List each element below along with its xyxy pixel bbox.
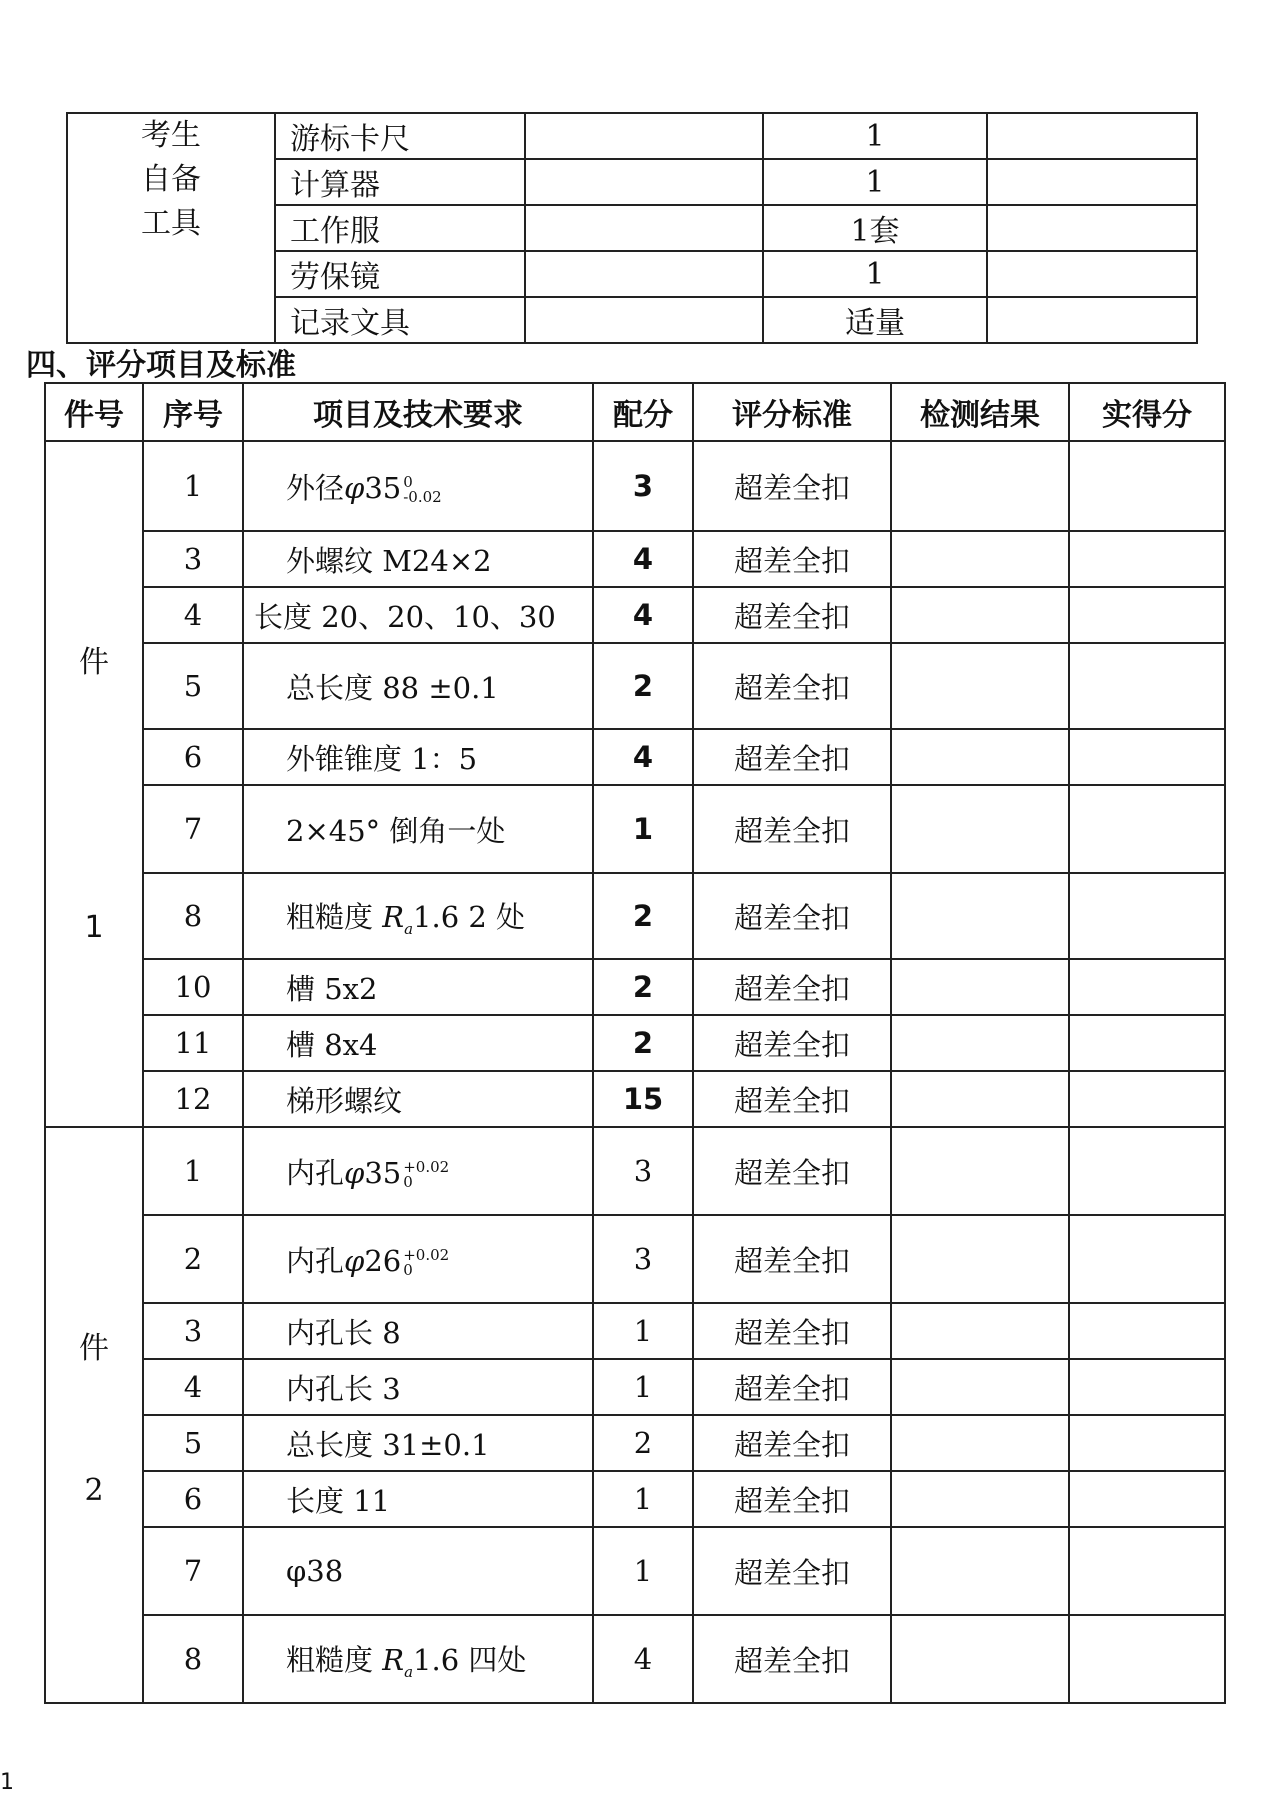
phi-symbol: φ <box>344 1155 365 1190</box>
ra-symbol: R <box>382 1642 405 1677</box>
ra-subscript: a <box>404 919 414 938</box>
item-number: 26 <box>364 1243 402 1278</box>
standard-cell: 超差全扣 <box>693 1127 891 1215</box>
header-part-no: 件号 <box>45 383 143 441</box>
header-actual: 实得分 <box>1069 383 1225 441</box>
table-row <box>45 1303 1225 1359</box>
seq-cell: 8 <box>143 873 243 959</box>
result-cell <box>891 873 1069 959</box>
tool-name: 记录文具 <box>275 297 525 343</box>
tool-qty: 1 <box>763 113 987 159</box>
actual-cell <box>1069 1215 1225 1303</box>
item-suffix: 1.6 2 处 <box>413 899 526 934</box>
item-number: 35 <box>364 470 402 505</box>
tolerance-lower: 0 <box>403 1172 413 1191</box>
score-cell: 4 <box>593 587 693 643</box>
standard-cell: 超差全扣 <box>693 643 891 729</box>
standard-cell: 超差全扣 <box>693 1359 891 1415</box>
tool-note-empty <box>987 205 1197 251</box>
item-text: 粗糙度 <box>286 1642 374 1677</box>
seq-cell: 10 <box>143 959 243 1015</box>
table-row <box>45 1071 1225 1127</box>
score-cell: 2 <box>593 959 693 1015</box>
item-cell: 总长度 31±0.1 <box>243 1415 593 1471</box>
result-cell <box>891 959 1069 1015</box>
header-standard: 评分标准 <box>693 383 891 441</box>
score-table-header <box>45 383 1225 441</box>
result-cell <box>891 729 1069 785</box>
seq-cell: 3 <box>143 1303 243 1359</box>
result-cell <box>891 785 1069 873</box>
part-2-label-bottom: 2 <box>84 1473 104 1508</box>
result-cell <box>891 1215 1069 1303</box>
ra-subscript: a <box>404 1662 414 1681</box>
table-row <box>45 1127 1225 1215</box>
tool-name: 游标卡尺 <box>275 113 525 159</box>
seq-cell: 4 <box>143 587 243 643</box>
actual-cell <box>1069 1527 1225 1615</box>
tool-note-empty <box>987 251 1197 297</box>
standard-cell: 超差全扣 <box>693 785 891 873</box>
tolerance-lower: 0 <box>403 1260 413 1279</box>
score-cell: 2 <box>593 643 693 729</box>
actual-cell <box>1069 1615 1225 1703</box>
tool-name: 计算器 <box>275 159 525 205</box>
seq-cell: 5 <box>143 1415 243 1471</box>
part-2-label-top: 件 <box>79 1331 109 1366</box>
item-cell <box>243 1127 593 1215</box>
actual-cell <box>1069 873 1225 959</box>
standard-cell: 超差全扣 <box>693 1415 891 1471</box>
table-row <box>45 1015 1225 1071</box>
table-row <box>45 1615 1225 1703</box>
tool-qty: 1 <box>763 159 987 205</box>
standard-cell: 超差全扣 <box>693 441 891 531</box>
tools-category-line: 自备 <box>141 162 201 197</box>
score-cell: 3 <box>593 1127 693 1215</box>
score-cell: 1 <box>593 1303 693 1359</box>
result-cell <box>891 1471 1069 1527</box>
section-title: 四、评分项目及标准 <box>26 348 296 383</box>
actual-cell <box>1069 1359 1225 1415</box>
item-cell <box>243 1215 593 1303</box>
tolerance <box>403 472 442 506</box>
table-row <box>45 785 1225 873</box>
item-cell: 内孔长 3 <box>243 1359 593 1415</box>
actual-cell <box>1069 1127 1225 1215</box>
item-cell <box>243 441 593 531</box>
score-cell: 1 <box>593 1471 693 1527</box>
item-cell: 长度 20、20、10、30 <box>243 587 593 643</box>
result-cell <box>891 643 1069 729</box>
seq-cell: 7 <box>143 1527 243 1615</box>
phi-symbol: φ <box>344 1243 365 1278</box>
item-cell: 总长度 88 ±0.1 <box>243 643 593 729</box>
seq-cell: 7 <box>143 785 243 873</box>
tool-name: 劳保镜 <box>275 251 525 297</box>
item-cell: 槽 8x4 <box>243 1015 593 1071</box>
item-suffix: 1.6 四处 <box>413 1642 527 1677</box>
tolerance <box>403 1245 450 1279</box>
actual-cell <box>1069 587 1225 643</box>
item-cell: φ38 <box>243 1527 593 1615</box>
result-cell <box>891 1415 1069 1471</box>
actual-cell <box>1069 959 1225 1015</box>
score-cell: 1 <box>593 785 693 873</box>
tool-spec-empty <box>525 205 763 251</box>
item-number: 35 <box>364 1155 402 1190</box>
standard-cell: 超差全扣 <box>693 1527 891 1615</box>
tool-spec-empty <box>525 297 763 343</box>
part-1-label-top: 件 <box>79 645 109 680</box>
score-cell: 4 <box>593 1615 693 1703</box>
tool-note-empty <box>987 297 1197 343</box>
score-cell: 3 <box>593 441 693 531</box>
actual-cell <box>1069 441 1225 531</box>
actual-cell <box>1069 1015 1225 1071</box>
result-cell <box>891 531 1069 587</box>
tolerance-upper: +0.02 <box>403 1157 450 1176</box>
item-text: 内孔 <box>286 1155 345 1190</box>
part-1-label-bottom: 1 <box>84 910 104 945</box>
tool-spec-empty <box>525 251 763 297</box>
seq-cell: 3 <box>143 531 243 587</box>
actual-cell <box>1069 1471 1225 1527</box>
result-cell <box>891 1015 1069 1071</box>
result-cell <box>891 1615 1069 1703</box>
actual-cell <box>1069 1303 1225 1359</box>
header-result: 检测结果 <box>891 383 1069 441</box>
table-row <box>45 587 1225 643</box>
tool-spec-empty <box>525 113 763 159</box>
table-row <box>45 959 1225 1015</box>
score-cell: 1 <box>593 1527 693 1615</box>
header-score: 配分 <box>593 383 693 441</box>
seq-cell: 1 <box>143 441 243 531</box>
page-number: 1 <box>0 1770 14 1795</box>
table-row <box>45 1415 1225 1471</box>
table-row <box>45 643 1225 729</box>
score-cell: 1 <box>593 1359 693 1415</box>
score-cell: 15 <box>593 1071 693 1127</box>
item-cell: 外锥锥度 1：5 <box>243 729 593 785</box>
item-cell: 2×45° 倒角一处 <box>243 785 593 873</box>
seq-cell: 2 <box>143 1215 243 1303</box>
tool-spec-empty <box>525 159 763 205</box>
table-row <box>45 729 1225 785</box>
table-row <box>45 1471 1225 1527</box>
table-row <box>45 1527 1225 1615</box>
tool-name: 工作服 <box>275 205 525 251</box>
item-cell: 内孔长 8 <box>243 1303 593 1359</box>
table-row <box>45 873 1225 959</box>
result-cell <box>891 1359 1069 1415</box>
phi-symbol: φ <box>344 470 365 505</box>
standard-cell: 超差全扣 <box>693 587 891 643</box>
table-row <box>45 441 1225 531</box>
tolerance-upper: 0 <box>403 472 413 491</box>
result-cell <box>891 1527 1069 1615</box>
item-cell: 长度 11 <box>243 1471 593 1527</box>
item-cell: 槽 5x2 <box>243 959 593 1015</box>
tools-category-line: 考生 <box>141 118 201 153</box>
tools-category-line: 工具 <box>141 206 201 241</box>
tools-category-cell <box>67 113 275 343</box>
seq-cell: 1 <box>143 1127 243 1215</box>
actual-cell <box>1069 1071 1225 1127</box>
tool-note-empty <box>987 113 1197 159</box>
score-cell: 4 <box>593 531 693 587</box>
item-cell <box>243 873 593 959</box>
actual-cell <box>1069 531 1225 587</box>
result-cell <box>891 1303 1069 1359</box>
tools-table <box>66 112 1198 344</box>
result-cell <box>891 1071 1069 1127</box>
item-cell: 外螺纹 M24×2 <box>243 531 593 587</box>
item-cell <box>243 1615 593 1703</box>
seq-cell: 8 <box>143 1615 243 1703</box>
seq-cell: 6 <box>143 1471 243 1527</box>
header-seq-no: 序号 <box>143 383 243 441</box>
result-cell <box>891 587 1069 643</box>
score-cell: 3 <box>593 1215 693 1303</box>
item-text: 粗糙度 <box>286 899 374 934</box>
table-row <box>45 531 1225 587</box>
part-2-cell <box>45 1127 143 1703</box>
tool-note-empty <box>987 159 1197 205</box>
standard-cell: 超差全扣 <box>693 531 891 587</box>
result-cell <box>891 1127 1069 1215</box>
header-item: 项目及技术要求 <box>243 383 593 441</box>
standard-cell: 超差全扣 <box>693 1015 891 1071</box>
seq-cell: 6 <box>143 729 243 785</box>
item-text: 外径 <box>286 470 345 505</box>
tolerance-lower: -0.02 <box>403 487 442 506</box>
standard-cell: 超差全扣 <box>693 1615 891 1703</box>
seq-cell: 4 <box>143 1359 243 1415</box>
score-cell: 4 <box>593 729 693 785</box>
score-table <box>44 382 1226 1704</box>
tool-qty: 1套 <box>763 205 987 251</box>
seq-cell: 11 <box>143 1015 243 1071</box>
table-row <box>45 1359 1225 1415</box>
item-text: 内孔 <box>286 1243 345 1278</box>
tolerance-upper: +0.02 <box>403 1245 450 1264</box>
standard-cell: 超差全扣 <box>693 873 891 959</box>
score-cell: 2 <box>593 1415 693 1471</box>
actual-cell <box>1069 785 1225 873</box>
standard-cell: 超差全扣 <box>693 1303 891 1359</box>
actual-cell <box>1069 729 1225 785</box>
table-row <box>45 1215 1225 1303</box>
ra-symbol: R <box>382 899 405 934</box>
standard-cell: 超差全扣 <box>693 729 891 785</box>
tool-qty: 适量 <box>763 297 987 343</box>
standard-cell: 超差全扣 <box>693 1071 891 1127</box>
score-cell: 2 <box>593 873 693 959</box>
score-cell: 2 <box>593 1015 693 1071</box>
item-cell: 梯形螺纹 <box>243 1071 593 1127</box>
part-1-cell <box>45 441 143 1127</box>
standard-cell: 超差全扣 <box>693 1215 891 1303</box>
seq-cell: 5 <box>143 643 243 729</box>
actual-cell <box>1069 643 1225 729</box>
standard-cell: 超差全扣 <box>693 1471 891 1527</box>
seq-cell: 12 <box>143 1071 243 1127</box>
result-cell <box>891 441 1069 531</box>
standard-cell: 超差全扣 <box>693 959 891 1015</box>
actual-cell <box>1069 1415 1225 1471</box>
tool-qty: 1 <box>763 251 987 297</box>
tolerance <box>403 1157 450 1191</box>
